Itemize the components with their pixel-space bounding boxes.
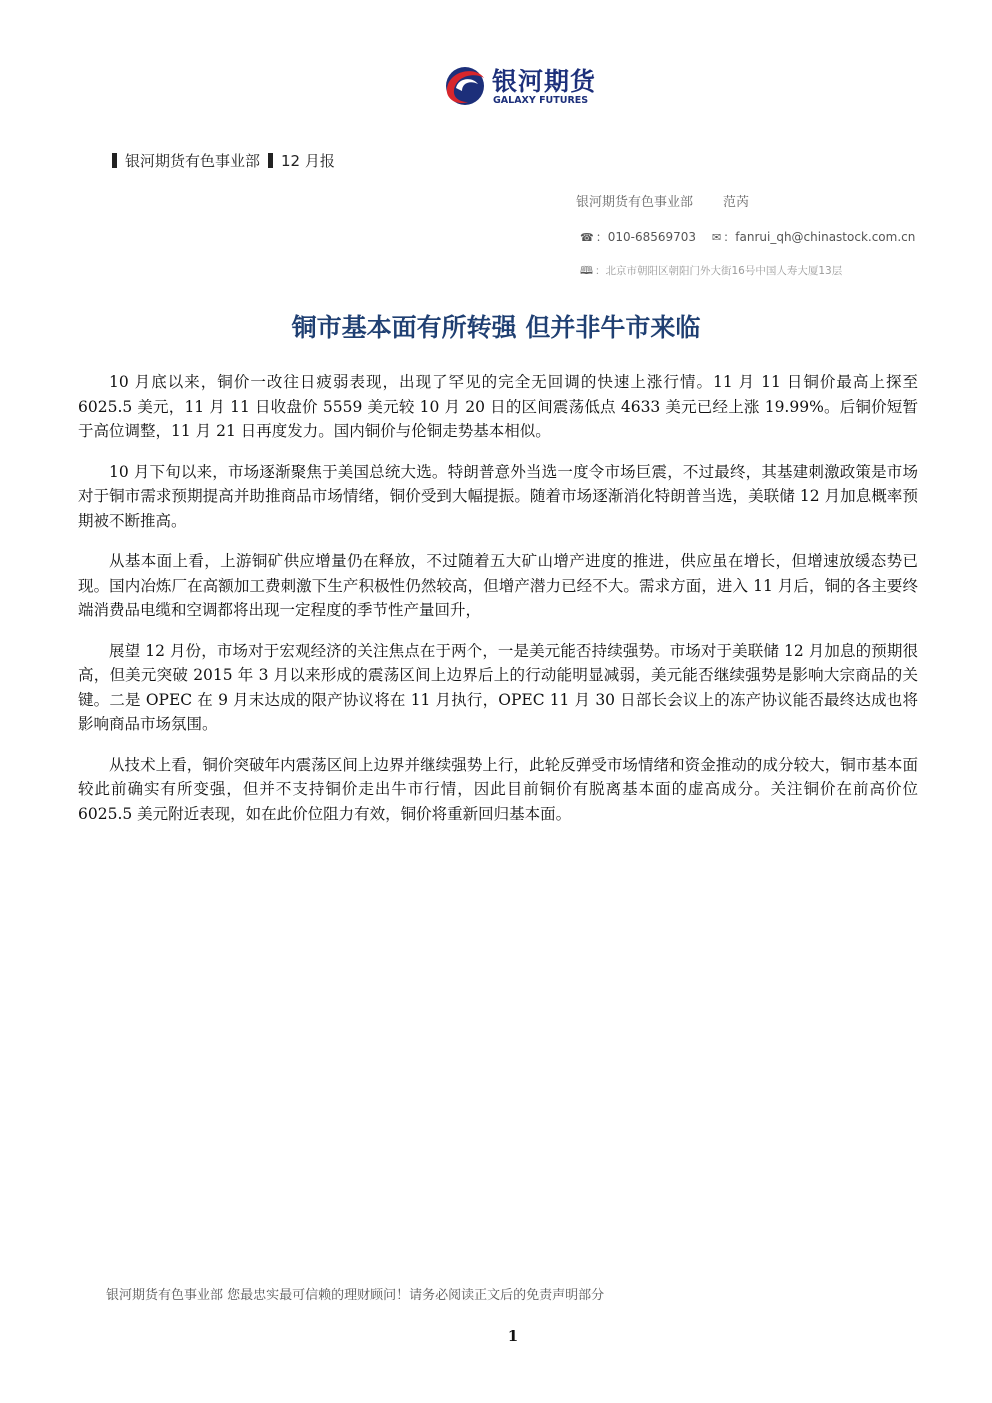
- body-paragraph: 从基本面上看，上游铜矿供应增量仍在释放，不过随着五大矿山增产进度的推进，供应虽在增长，但增速放缓态势已现。国内冶炼厂在高额加工费刺激下生产积极性仍然较高，但增产潜力已经不大。需求方面，进入 11 月后，铜的各主要终端消费品电缆和空调都将出现一定程度的季节性产量回升，: [78, 552, 918, 619]
- author-phone: 010-68569703: [607, 230, 697, 244]
- report-section-tag: [112, 150, 335, 171]
- body-paragraph: 展望 12 月份，市场对于宏观经济的关注焦点在于两个，一是美元能否持续强势。市场对于美联储 12 月加息的预期很高，但美元突破 2015 年 3 月以来形成的震荡区间上边界后上的行动能明显减弱，美元能否继续强势是影响大宗商品的关键。二是 OPEC 在 9 月末达成的限产协议将在 11 月执行，OPEC 11 月 30 日部长会议上的冻产协议能否最终达成也将影响商品市场氛围。: [78, 641, 918, 733]
- author-address: 北京市朝阳区朝阳门外大街16号中国人寿大厦13层: [605, 265, 843, 277]
- page-number: 1: [507, 1327, 519, 1345]
- author-email: fanrui_qh@chinastock.com.cn: [735, 230, 916, 244]
- body-paragraph: 从技术上看，铜价突破年内震荡区间上边界并继续强势上行，此轮反弹受市场情绪和资金推动的成分较大，铜市基本面较此前确实有所变强，但并不支持铜价走出牛市行情，因此目前铜价有脱离基本面的虚高成分。关注铜价在前高价位 6025.5 美元附近表现，如在此价位阻力有效，铜价将重新回归基本面。: [78, 755, 918, 823]
- report-title: 铜市基本面有所转强 但并非牛市来临: [291, 313, 701, 342]
- company-logo: [442, 62, 612, 110]
- body-paragraph: 10 月下旬以来，市场逐渐聚焦于美国总统大选。特朗普意外当选一度令市场巨震，不过最终，其基建刺激政策是市场对于铜市需求预期提高并助推商品市场情绪，铜价受到大幅提振。随着市场逐渐消化特朗普当选，美联储 12 月加息概率预期被不断推高。: [78, 462, 918, 530]
- author-department: 银河期货有色事业部: [576, 195, 694, 210]
- book-icon: 🕮: [580, 264, 593, 277]
- contact-line: ☎ ：010-68569703 ✉ ：fanrui_qh@chinastock.com.cn: [580, 230, 916, 244]
- tag-bar-icon: [112, 153, 117, 168]
- tag-report-type: 12 月报: [281, 152, 335, 170]
- mail-icon: ✉: [712, 231, 722, 244]
- galaxy-swirl-icon: [442, 64, 488, 106]
- address-line: 🕮 ：北京市朝阳区朝阳门外大街16号中国人寿大厦13层: [580, 262, 842, 281]
- body-paragraph: 10 月底以来，铜价一改往日疲弱表现，出现了罕见的完全无回调的快速上涨行情。11 月 11 日铜价最高上探至 6025.5 美元，11 月 11 日收盘价 5559 美元较 10 月 20 日的区间震荡低点 4633 美元已经上涨 19.99%。后铜价短暂于高位调整，11 月 21 日再度发力。国内铜价与伦铜走势基本相似。: [78, 373, 918, 440]
- report-body: [78, 370, 918, 842]
- author-line: [576, 191, 749, 210]
- logo-english-text: GALAXY FUTURES: [493, 95, 589, 106]
- tag-bar-icon: [268, 153, 273, 168]
- tag-department: 银河期货有色事业部: [125, 152, 261, 170]
- author-name: 范芮: [723, 195, 750, 210]
- phone-icon: ☎: [580, 231, 594, 244]
- logo-chinese-text: 银河期货: [492, 67, 597, 96]
- footer-disclaimer: 银河期货有色事业部 您最忠实最可信赖的理财顾问！请务必阅读正文后的免责声明部分: [106, 1288, 605, 1303]
